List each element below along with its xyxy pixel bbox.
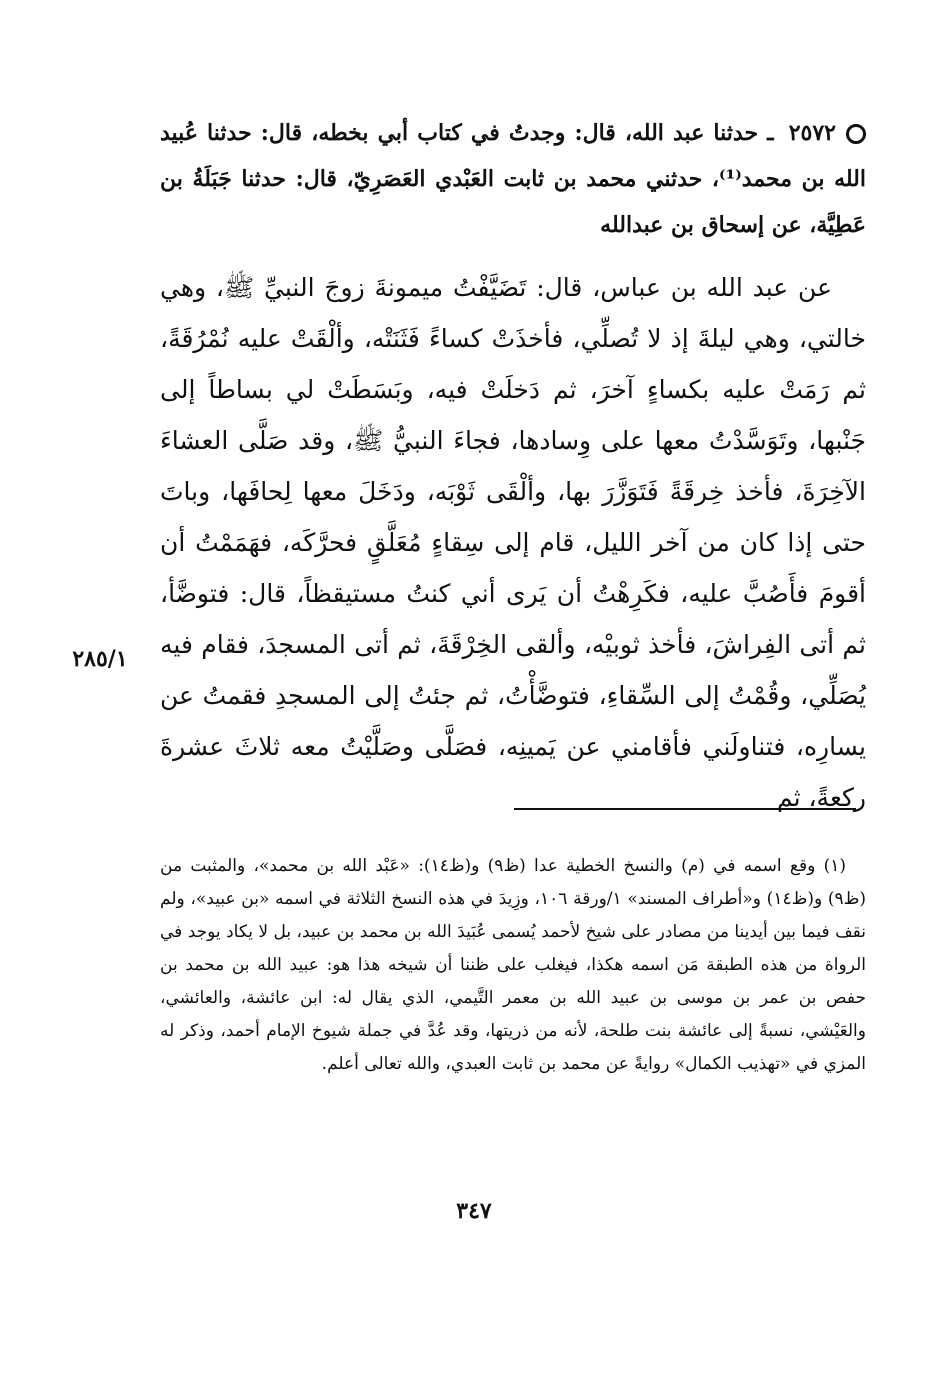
page-number: ٣٤٧ (456, 1198, 492, 1224)
hadith-isnad (160, 110, 866, 248)
isnad-text: ـ حدثنا عبد الله، قال: وجدتُ في كتاب أبي بخطه، قال: حدثنا عُبيد الله بن محمد⁽¹⁾، حدثني محمد بن ثابت العَبْدي العَصَرِيّ، قال: حدثنا جَبَلَةُ بن عَطِيَّة، عن إسحاق بن عبدالله (160, 120, 867, 238)
footnote-text: (١) وقع اسمه في (م) والنسخ الخطية عدا (ظ٩) و(ظ١٤): «عَبْد الله بن محمد»، والمثبت من (ظ٩) و(ظ١٤) و«أطراف المسند» ١/ورقة ١٠٦، وزِيدَ في هذه النسخ الثلاثة في اسمه «بن عبيد»، ولم نقف فيما بين أيدينا من مصادر على شيخ لأحمد يُسمى عُبَيدَ الله بن محمد بن عبيد، بل لا يكاد يوجد في الرواة من هذه الطبقة مَن اسمه هكذا، فيغلب على ظننا أن شيخه هذا هو: عبيد الله بن محمد بن حفص بن عمر بن موسى بن عبيد الله بن معمر التَّيمي، الذي يقال له: ابن عائشة، والعائشي، والعَيْشي، نسبةً إلى عائشة بنت طلحة، لأنه من ذريتها، وقد عُدَّ في جملة شيوخ الإمام أحمد، وذكر له المزي في «تهذيب الكمال» روايةً عن محمد بن ثابت العبدي، والله تعالى أعلم. (160, 856, 866, 1074)
hadith-number: ٢٥٧٢ (788, 120, 836, 146)
hadith-circle-icon (846, 124, 866, 144)
footnote-separator (514, 808, 856, 810)
margin-volume-page-reference: ٢٨٥/١ (72, 646, 128, 672)
isnad-paragraph (160, 110, 866, 248)
matn-text: عن عبد الله بن عباس، قال: تَضَيَّفْتُ ميمونةَ زوجَ النبيِّ ﷺ، وهي خالتي، وهي ليلةَ إذ لا تُصلِّي، فأخذَتْ كساءً فَثَنَتْه، وألْقَتْ عليه نُمْرُقَةً، ثم رَمَتْ عليه بكساءٍ آخرَ، ثم دَخلَتْ فيه، وبَسَطَتْ لي بساطاً إلى جَنْبها، وتَوَسَّدْتُ معها على وِسادها، فجاءَ النبيُّ ﷺ، وقد صَلَّى العشاءَ الآخِرَةَ، فأخذ خِرقَةً فَتَوَزَّرَ بها، وألْقَى ثَوْبَه، ودَخَلَ معها لِحافَها، وباتَ حتى إذا كان من آخر الليل، قام إلى سِقاءٍ مُعَلَّقٍ فحرَّكَه، فهَمَمْتُ أن أقومَ فأَصُبَّ عليه، فكَرِهْتُ أن يَرى أني كنتُ مستيقظاً، قال: فتوضَّأ، ثم أتى الفِراشَ، فأخذ ثوبيْه، وألقى الخِرْقَةَ، ثم أتى المسجدَ، فقام فيه يُصَلِّي، وقُمْتُ إلى السِّقاءِ، فتوضَّأْتُ، ثم جئتُ إلى المسجدِ فقمتُ عن يسارِه، فتناولَني فأقامني عن يَمينِه، فصَلَّى وصَلَّيْتُ معه ثلاثَ عشرةَ ركعةً، ثم (160, 273, 866, 812)
footnote (160, 850, 866, 1081)
hadith-matn (160, 262, 866, 823)
